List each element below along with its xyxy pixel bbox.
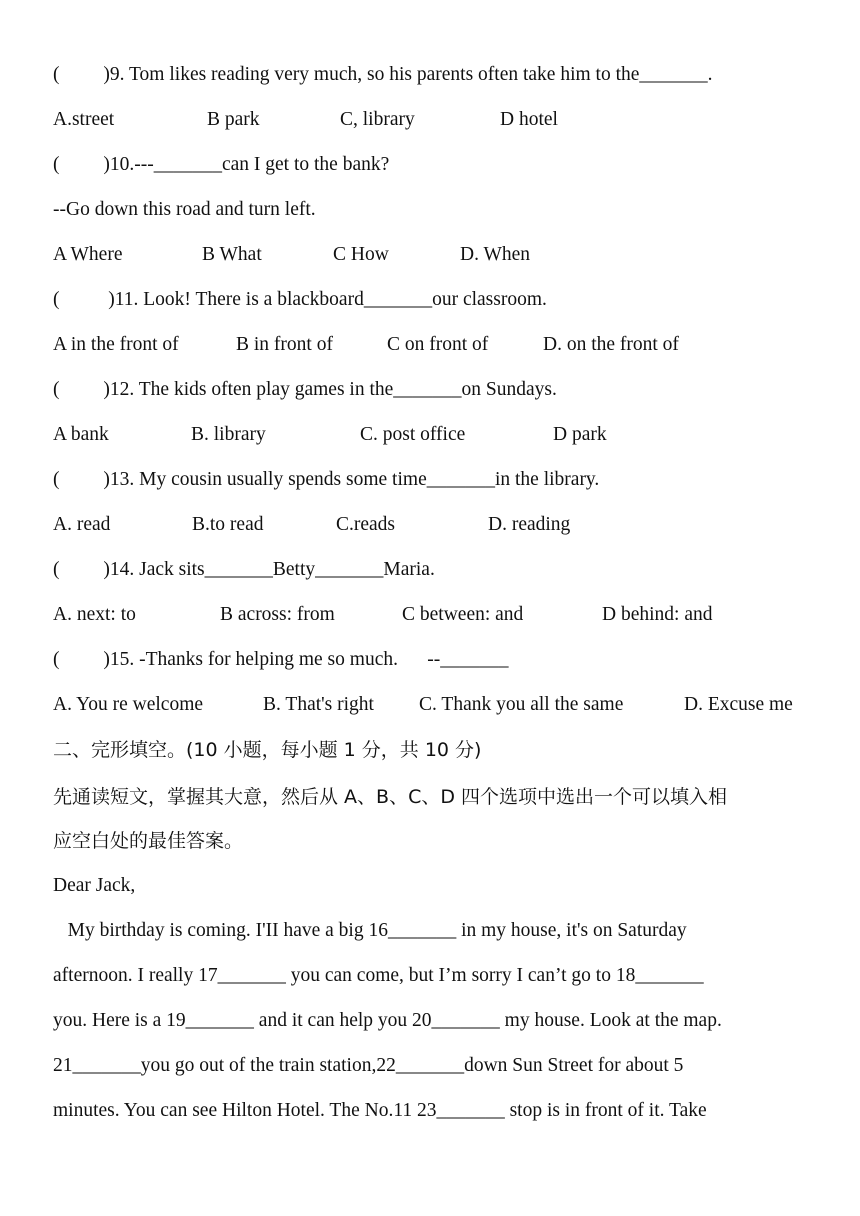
question-11-option-b: B in front of bbox=[236, 334, 333, 355]
question-14-option-c: C between: and bbox=[402, 604, 524, 625]
question-10-reply: --Go down this road and turn left. bbox=[53, 199, 316, 220]
question-15-option-b: B. That's right bbox=[263, 694, 374, 715]
question-12-stem: ( )12. The kids often play games in the_______on Sundays. bbox=[53, 379, 557, 400]
section-2-instruction-line-1: 先通读短文，掌握其大意，然后从 A、B、C、D 四个选项中选出一个可以填入相 bbox=[53, 786, 728, 808]
question-10-option-a: A Where bbox=[53, 244, 123, 265]
letter-line-4: 21_______you go out of the train station,22_______down Sun Street for about 5 bbox=[53, 1055, 684, 1076]
question-15-option-a: A. You re welcome bbox=[53, 694, 204, 715]
question-11-stem: ( )11. Look! There is a blackboard_______our classroom. bbox=[53, 289, 547, 310]
question-14-option-d: D behind: and bbox=[602, 604, 713, 625]
question-14-option-a: A. next: to bbox=[53, 604, 136, 625]
question-15-stem: ( )15. -Thanks for helping me so much. --_______ bbox=[53, 649, 509, 670]
section-2-heading: 二、完形填空。(10 小题，每小题 1 分，共 10 分) bbox=[53, 739, 482, 761]
section-2-instruction-line-2: 应空白处的最佳答案。 bbox=[53, 830, 244, 852]
question-13-option-d: D. reading bbox=[488, 514, 571, 535]
letter-line-2: afternoon. I really 17_______ you can come, but I’m sorry I can’t go to 18_______ bbox=[53, 965, 704, 986]
question-13-option-a: A. read bbox=[53, 514, 111, 535]
question-12-option-c: C. post office bbox=[360, 424, 466, 445]
letter-line-5: minutes. You can see Hilton Hotel. The No.11 23_______ stop is in front of it. Take bbox=[53, 1100, 707, 1121]
question-15-option-c: C. Thank you all the same bbox=[419, 694, 624, 715]
question-10-option-b: B What bbox=[202, 244, 262, 265]
question-10-option-c: C How bbox=[333, 244, 389, 265]
question-10-option-d: D. When bbox=[460, 244, 531, 265]
question-13-option-c: C.reads bbox=[336, 514, 396, 535]
letter-line-1: My birthday is coming. I'II have a big 16_______ in my house, it's on Saturday bbox=[53, 920, 687, 941]
question-9-option-a: A.street bbox=[53, 109, 115, 130]
question-9-stem: ( )9. Tom likes reading very much, so his parents often take him to the_______. bbox=[53, 64, 713, 85]
question-9-option-c: C, library bbox=[340, 109, 415, 130]
question-9-option-d: D hotel bbox=[500, 109, 558, 130]
question-14-stem: ( )14. Jack sits_______Betty_______Maria. bbox=[53, 559, 435, 580]
question-11-option-d: D. on the front of bbox=[543, 334, 679, 355]
question-12-option-d: D park bbox=[553, 424, 607, 445]
question-13-stem: ( )13. My cousin usually spends some time_______in the library. bbox=[53, 469, 600, 490]
question-9-option-b: B park bbox=[207, 109, 260, 130]
question-11-option-c: C on front of bbox=[387, 334, 489, 355]
question-12-option-b: B. library bbox=[191, 424, 266, 445]
question-13-option-b: B.to read bbox=[192, 514, 264, 535]
question-15-option-d: D. Excuse me bbox=[684, 694, 793, 715]
question-11-option-a: A in the front of bbox=[53, 334, 179, 355]
question-14-option-b: B across: from bbox=[220, 604, 335, 625]
letter-line-3: you. Here is a 19_______ and it can help you 20_______ my house. Look at the map. bbox=[53, 1010, 722, 1031]
letter-salutation: Dear Jack, bbox=[53, 875, 136, 896]
question-10-stem: ( )10.---_______can I get to the bank? bbox=[53, 154, 390, 175]
question-12-option-a: A bank bbox=[53, 424, 109, 445]
